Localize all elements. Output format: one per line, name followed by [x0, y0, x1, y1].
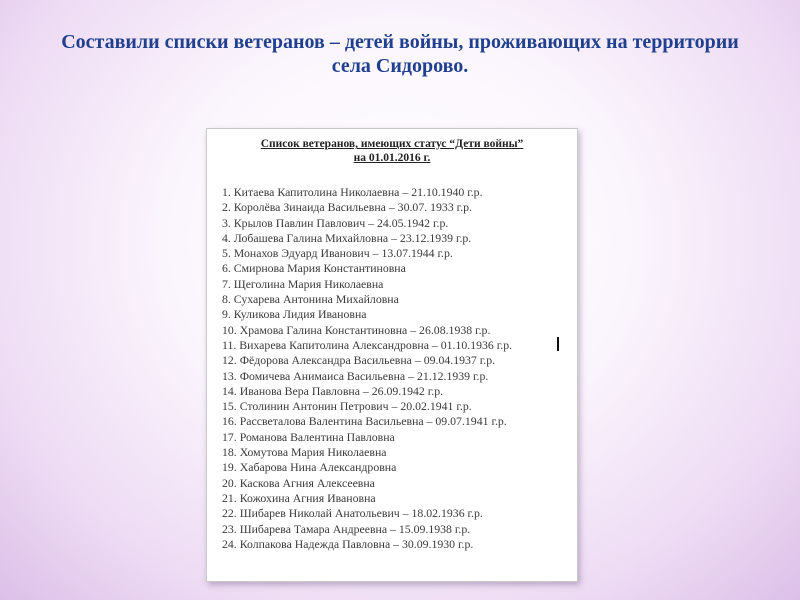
slide-title: Составили списки ветеранов – детей войны, проживающих на территории села Сидорово. [61, 31, 739, 77]
list-item: 18. Хомутова Мария Николаевна [222, 445, 387, 460]
veterans-list [207, 185, 577, 552]
list-item: 7. Щеголина Мария Николаевна [222, 276, 384, 291]
list-item: 11. Вихарева Капитолина Александровна – 01.10.1936 г.р. [222, 337, 513, 352]
list-item: 10. Храмова Галина Константиновна – 26.08.1938 г.р. [222, 322, 491, 337]
list-item: 13. Фомичева Анимаиса Васильевна – 21.12.1939 г.р. [222, 368, 489, 383]
text-cursor [557, 337, 559, 351]
list-item: 1. Китаева Капитолина Николаевна – 21.10.1940 г.р. [222, 185, 483, 199]
document-heading [207, 137, 577, 165]
list-item: 15. Столинин Антонин Петрович – 20.02.1941 г.р. [222, 399, 472, 414]
list-item: 16. Рассветалова Валентина Васильевна – 09.07.1941 г.р. [222, 414, 507, 429]
list-item: 21. Кожохина Агния Ивановна [222, 490, 376, 505]
list-item: 3. Крылов Павлин Павлович – 24.05.1942 г.р. [222, 215, 449, 230]
list-item: 9. Куликова Лидия Ивановна [222, 307, 367, 322]
list-item: 12. Фёдорова Александра Васильевна – 09.04.1937 г.р. [222, 353, 496, 368]
document-heading-line-2: на 01.01.2016 г. [353, 152, 431, 164]
list-item: 6. Смирнова Мария Константиновна [222, 261, 406, 276]
list-item: 5. Монахов Эдуард Иванович – 13.07.1944 г.р. [222, 246, 453, 261]
document-heading-line-1: Список ветеранов, имеющих статус “Дети войны” [260, 138, 524, 150]
list-item: 2. Королёва Зинаида Васильевна – 30.07. 1933 г.р. [222, 200, 472, 215]
list-item: 19. Хабарова Нина Александровна [222, 460, 397, 475]
list-item: 8. Сухарева Антонина Михайловна [222, 292, 399, 307]
list-item: 17. Романова Валентина Павловна [222, 429, 395, 444]
list-item: 23. Шибарева Тамара Андреевна – 15.09.1938 г.р. [222, 521, 471, 536]
list-item: 20. Каскова Агния Алексеевна [222, 475, 375, 490]
document-image [206, 128, 578, 582]
list-item: 24. Колпакова Надежда Павловна – 30.09.1930 г.р. [222, 536, 474, 551]
list-item: 4. Лобашева Галина Михайловна – 23.12.1939 г.р. [222, 230, 472, 245]
list-item: 22. Шибарев Николай Анатольевич – 18.02.1936 г.р. [222, 506, 483, 521]
list-item: 14. Иванова Вера Павловна – 26.09.1942 г.р. [222, 383, 444, 398]
